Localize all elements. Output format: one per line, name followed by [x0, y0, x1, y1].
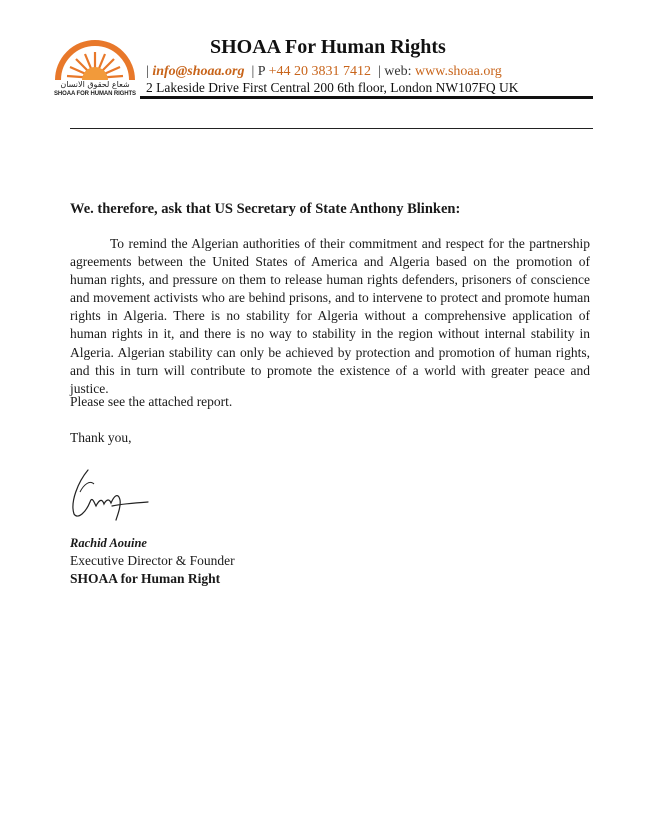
phone-prefix: P	[257, 64, 266, 79]
signatory-title: Executive Director & Founder	[70, 553, 235, 568]
contact-line	[146, 64, 502, 80]
website-link[interactable]: www.shoaa.org	[415, 64, 502, 79]
signatory-name: Rachid Aouine	[70, 536, 147, 550]
attachment-note: Please see the attached report.	[70, 394, 233, 409]
signatory-organization: SHOAA for Human Right	[70, 571, 221, 586]
separator: |	[377, 64, 381, 79]
separator: |	[251, 64, 255, 79]
header-divider	[140, 96, 593, 99]
logo-english-text: SHOAA FOR HUMAN RIGHTS	[54, 91, 136, 97]
organization-name: SHOAA For Human Rights	[210, 36, 446, 58]
email-link[interactable]: info@shoaa.org	[152, 64, 245, 79]
content-divider	[70, 128, 593, 129]
logo-arabic-text: شعاع لحقوق الانسان	[60, 80, 130, 89]
phone-number: +44 20 3831 7412	[268, 64, 371, 79]
separator: |	[146, 64, 149, 79]
letter-heading: We. therefore, ask that US Secretary of State Anthony Blinken:	[70, 201, 461, 217]
address: 2 Lakeside Drive First Central 200 6th floor, London NW107FQ UK	[146, 80, 519, 95]
organization-logo	[52, 30, 138, 102]
letter-body	[70, 235, 590, 398]
closing: Thank you,	[70, 430, 132, 445]
handwritten-signature	[66, 462, 156, 526]
sunrise-logo-icon	[52, 30, 138, 82]
web-label: web:	[384, 64, 412, 79]
letter-body-text: To remind the Algerian authorities of their commitment and respect for the partnership agreements between the United States of America and Algeria based on the promotion of human rights, and pressure on them to release human rights defenders, prisoners of conscience and movement activists who are behind prisons, and to intervene to protect and promote human rights in Algeria. There is no stability for Algeria without a comprehensive application of human rights in it, and there is no way to stability in the region without internal stability in Algeria. Algerian stability can only be achieved by protection and promotion of human rights, and this in turn will contribute to promote the existence of a world with greater peace and justice.	[70, 236, 590, 396]
